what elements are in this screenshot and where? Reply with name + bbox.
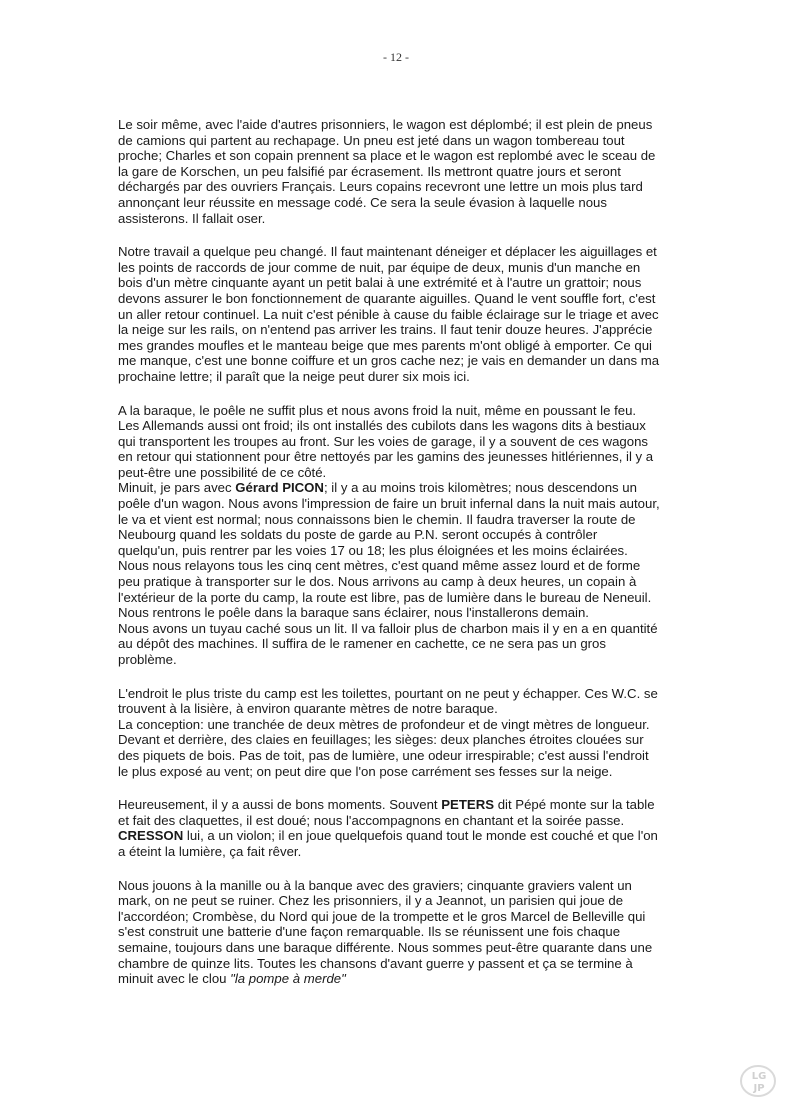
- person-name-cresson: CRESSON: [118, 828, 184, 844]
- text-line: la neige sur les rails, on n'entend pas arriver les trains. Il faut tenir douze heures. J'apprécie: [118, 322, 653, 338]
- text-line: le plus exposé au vent; on peut dire que l'on pose carrément ses fesses sur la neige.: [118, 763, 613, 779]
- text-line: un aller retour continuel. La nuit c'est pénible à cause du faible éclairage sur le triage et avec: [118, 306, 659, 322]
- text-line: déchargés par des ouvriers Français. Leurs copains recevront une lettre un mois plus tard: [118, 179, 643, 195]
- text-segment: Minuit, je pars avec: [118, 480, 236, 496]
- text-segment: ; il y a au moins trois kilomètres; nous descendons un: [323, 480, 637, 496]
- text-line: Le soir même, avec l'aide d'autres prisonniers, le wagon est déplombé; il est plein de pneus: [118, 117, 653, 132]
- text-line: semaine, toujours dans une baraque différente. Nous sommes peut-être quarante dans une: [118, 939, 653, 955]
- text-segment: minuit avec le clou: [118, 971, 231, 987]
- text-line: trouvent à la lisière, à environ quarante mètres de notre baraque.: [118, 701, 498, 717]
- text-line: annonçant leur réussite en message codé. Ce sera la seule évasion à laquelle nous: [118, 194, 607, 210]
- paragraph-travail: [118, 244, 685, 384]
- text-line: problème.: [118, 652, 177, 667]
- text-segment: dit Pépé monte sur la table: [494, 797, 655, 813]
- paragraph-minuit: [118, 480, 685, 667]
- text-line: assisterons. Il fallait oser.: [118, 210, 266, 226]
- text-line: quelqu'un, puis rentrer par les voies 17 ou 18; les plus éloignées et les moins éclairées.: [118, 542, 628, 558]
- text-line: Les Allemands aussi ont froid; ils ont installés des cubilots dans les wagons dits à bestiaux: [118, 418, 646, 434]
- text-line: les points de raccords de jour comme de nuit, par équipe de deux, munis d'un manche en: [118, 259, 641, 275]
- text-line: me manque, c'est une bonne coiffure et un gros cache nez; je vais en demander un dans ma: [118, 353, 660, 369]
- text-line: [118, 480, 685, 496]
- text-line: mes grandes moufles et le manteau beige que mes parents m'ont obligé à emporter. Ce qui: [118, 337, 652, 353]
- body-text: [118, 117, 685, 1005]
- stamp-text-top: LG: [751, 1071, 767, 1082]
- paragraph-bons-moments: [118, 797, 685, 859]
- text-line: en retour qui stationnent pour être nettoyés par les gamins des jeunesses hitlériennes, il y a: [118, 449, 654, 465]
- text-line: Notre travail a quelque peu changé. Il faut maintenant déneiger et déplacer les aiguillages et: [118, 244, 657, 260]
- paragraph-manille: [118, 878, 685, 987]
- text-line: peu pratique à transporter sur le dos. Nous arrivons au camp à deux heures, un copain à: [118, 574, 637, 590]
- text-line: s'est construit une batterie d'une façon remarquable. Ils se réunissent une fois chaque: [118, 924, 621, 940]
- text-line: bois d'un mètre cinquante ayant un petit balai à une extrémité et à l'autre un grattoir; nous: [118, 275, 642, 291]
- text-line: Neubourg quand les soldats du poste de garde au P.N. seront occupés à contrôler: [118, 527, 598, 543]
- text-line: l'accordéon; Crombèse, du Nord qui joue de la trompette et le gros Marcel de Belleville qui: [118, 908, 646, 924]
- text-line: chambre de quinze lits. Toutes les chansons d'avant guerre y passent et ça se termine à: [118, 955, 633, 971]
- text-line: L'endroit le plus triste du camp est les toilettes, pourtant on ne peut y échapper. Ces W.C. se: [118, 685, 658, 701]
- text-line: poêle d'un wagon. Nous avons l'impression de faire un bruit infernal dans la nuit mais autour,: [118, 496, 660, 512]
- text-line: [118, 797, 685, 813]
- text-segment: Heureusement, il y a aussi de bons moments. Souvent: [118, 797, 442, 813]
- text-line: Nous rentrons le poêle dans la baraque sans éclairer, nous l'installerons demain.: [118, 605, 589, 621]
- page-number: - 12 -: [383, 50, 409, 64]
- text-line: La conception: une tranchée de deux mètres de profondeur et de vingt mètres de longueur.: [118, 716, 650, 732]
- text-line: devons assurer le bon fonctionnement de quarante aiguilles. Quand le vent souffle fort, c'est: [118, 290, 656, 306]
- paragraph-evasion: [118, 117, 685, 226]
- text-line: proche; Charles et son copain prennent sa place et le wagon est replombé avec le sceau de: [118, 148, 656, 164]
- watermark-icon: [738, 1064, 778, 1098]
- paragraph-toilettes: [118, 686, 685, 780]
- text-line: prochaine lettre; il paraît que la neige peut durer six mois ici.: [118, 368, 470, 384]
- text-line: [118, 971, 685, 987]
- text-line: peut-être une possibilité de ce côté.: [118, 464, 327, 480]
- text-line: le va et vient est normal; nous connaissons bien le chemin. Il faudra traverser la route de: [118, 511, 636, 527]
- stamp-text-bottom: JP: [753, 1083, 765, 1094]
- text-line: de camions qui partent au rechapage. Un pneu est jeté dans un wagon tombereau tout: [118, 132, 625, 148]
- text-line: a éteint la lumière, ça fait rêver.: [118, 843, 302, 859]
- text-line: mark, on ne peut se ruiner. Chez les prisonniers, il y a Jeannot, un parisien qui joue de: [118, 893, 624, 909]
- text-line: A la baraque, le poêle ne suffit plus et nous avons froid la nuit, même en poussant le feu.: [118, 402, 637, 418]
- text-line: Devant et derrière, des claies en feuillages; les sièges: deux planches étroites clouées sur: [118, 732, 644, 748]
- text-line: au dépôt des machines. Il suffira de le ramener en cachette, ce ne sera pas un gros: [118, 636, 606, 652]
- text-segment: lui, a un violon; il en joue quelquefois quand tout le monde est couché et que l'on: [183, 828, 658, 844]
- person-name-peters: PETERS: [441, 797, 495, 813]
- text-line: Nous avons un tuyau caché sous un lit. Il va falloir plus de charbon mais il y en a en quantité: [118, 620, 658, 636]
- text-line: Nous jouons à la manille ou à la banque avec des graviers; cinquante graviers valent un: [118, 877, 632, 893]
- text-line: qui transportent les troupes au front. Sur les voies de garage, il y a souvent de ces wagons: [118, 433, 649, 449]
- text-line: et fait des claquettes, il est doué; nous l'accompagnons en chantant et la soirée passe.: [118, 812, 625, 828]
- paragraph-baraque: [118, 403, 685, 481]
- text-line: des piquets de bois. Pas de toit, pas de lumière, une odeur irrespirable; c'est aussi l'endroit: [118, 747, 649, 763]
- watermark-stamp: [738, 1064, 778, 1098]
- person-name-gerard-picon: Gérard PICON: [235, 480, 324, 496]
- text-line: la gare de Korschen, un peu falsifié par écrasement. Ils mettront quatre jours et seront: [118, 163, 621, 179]
- text-line: l'extérieur de la porte du camp, la route est libre, pas de lumière dans le bureau de Neneuil.: [118, 589, 652, 605]
- song-title: "la pompe à merde": [230, 971, 346, 987]
- text-line: Nous nous relayons tous les cinq cent mètres, c'est quand même assez lourd et de forme: [118, 558, 641, 574]
- text-line: [118, 828, 685, 844]
